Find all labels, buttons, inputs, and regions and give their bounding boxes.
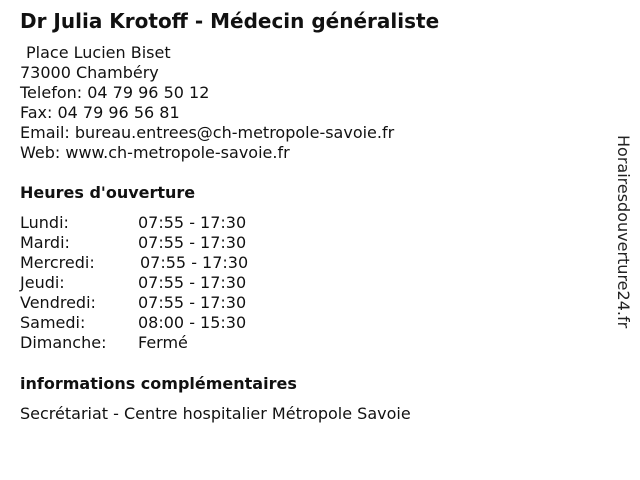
address-street: Place Lucien Biset bbox=[26, 43, 171, 62]
day-label: Jeudi: bbox=[20, 273, 65, 292]
fax-line: Fax: 04 79 96 56 81 bbox=[20, 103, 180, 122]
page-title: Dr Julia Krotoff - Médecin généraliste bbox=[20, 9, 440, 33]
email-line: Email: bureau.entrees@ch-metropole-savoie.fr bbox=[20, 123, 395, 142]
hours-value: 08:00 - 15:30 bbox=[138, 313, 247, 332]
hours-row-saturday bbox=[20, 313, 320, 333]
hours-value: Fermé bbox=[138, 333, 188, 352]
phone-line: Telefon: 04 79 96 50 12 bbox=[20, 83, 210, 102]
hours-row-wednesday bbox=[20, 253, 320, 273]
hours-value: 07:55 - 17:30 bbox=[140, 253, 249, 272]
day-label: Vendredi: bbox=[20, 293, 96, 312]
day-label: Samedi: bbox=[20, 313, 86, 332]
hours-row-monday bbox=[20, 213, 320, 233]
hours-row-friday bbox=[20, 293, 320, 313]
hours-value: 07:55 - 17:30 bbox=[138, 233, 247, 252]
address-city: 73000 Chambéry bbox=[20, 63, 159, 82]
hours-value: 07:55 - 17:30 bbox=[138, 273, 247, 292]
hours-row-sunday bbox=[20, 333, 320, 353]
day-label: Lundi: bbox=[20, 213, 69, 232]
hours-value: 07:55 - 17:30 bbox=[138, 293, 247, 312]
additional-info-heading: informations complémentaires bbox=[20, 374, 297, 393]
hours-row-tuesday bbox=[20, 233, 320, 253]
website-line: Web: www.ch-metropole-savoie.fr bbox=[20, 143, 290, 162]
hours-value: 07:55 - 17:30 bbox=[138, 213, 247, 232]
opening-hours-table bbox=[20, 213, 320, 353]
day-label: Dimanche: bbox=[20, 333, 107, 352]
day-label: Mardi: bbox=[20, 233, 70, 252]
site-watermark: Horairesdouverture24.fr bbox=[614, 135, 633, 329]
day-label: Mercredi: bbox=[20, 253, 95, 272]
additional-info-text: Secrétariat - Centre hospitalier Métropole Savoie bbox=[20, 404, 411, 423]
contact-block bbox=[20, 43, 394, 163]
opening-hours-heading: Heures d'ouverture bbox=[20, 183, 196, 202]
hours-row-thursday bbox=[20, 273, 320, 293]
